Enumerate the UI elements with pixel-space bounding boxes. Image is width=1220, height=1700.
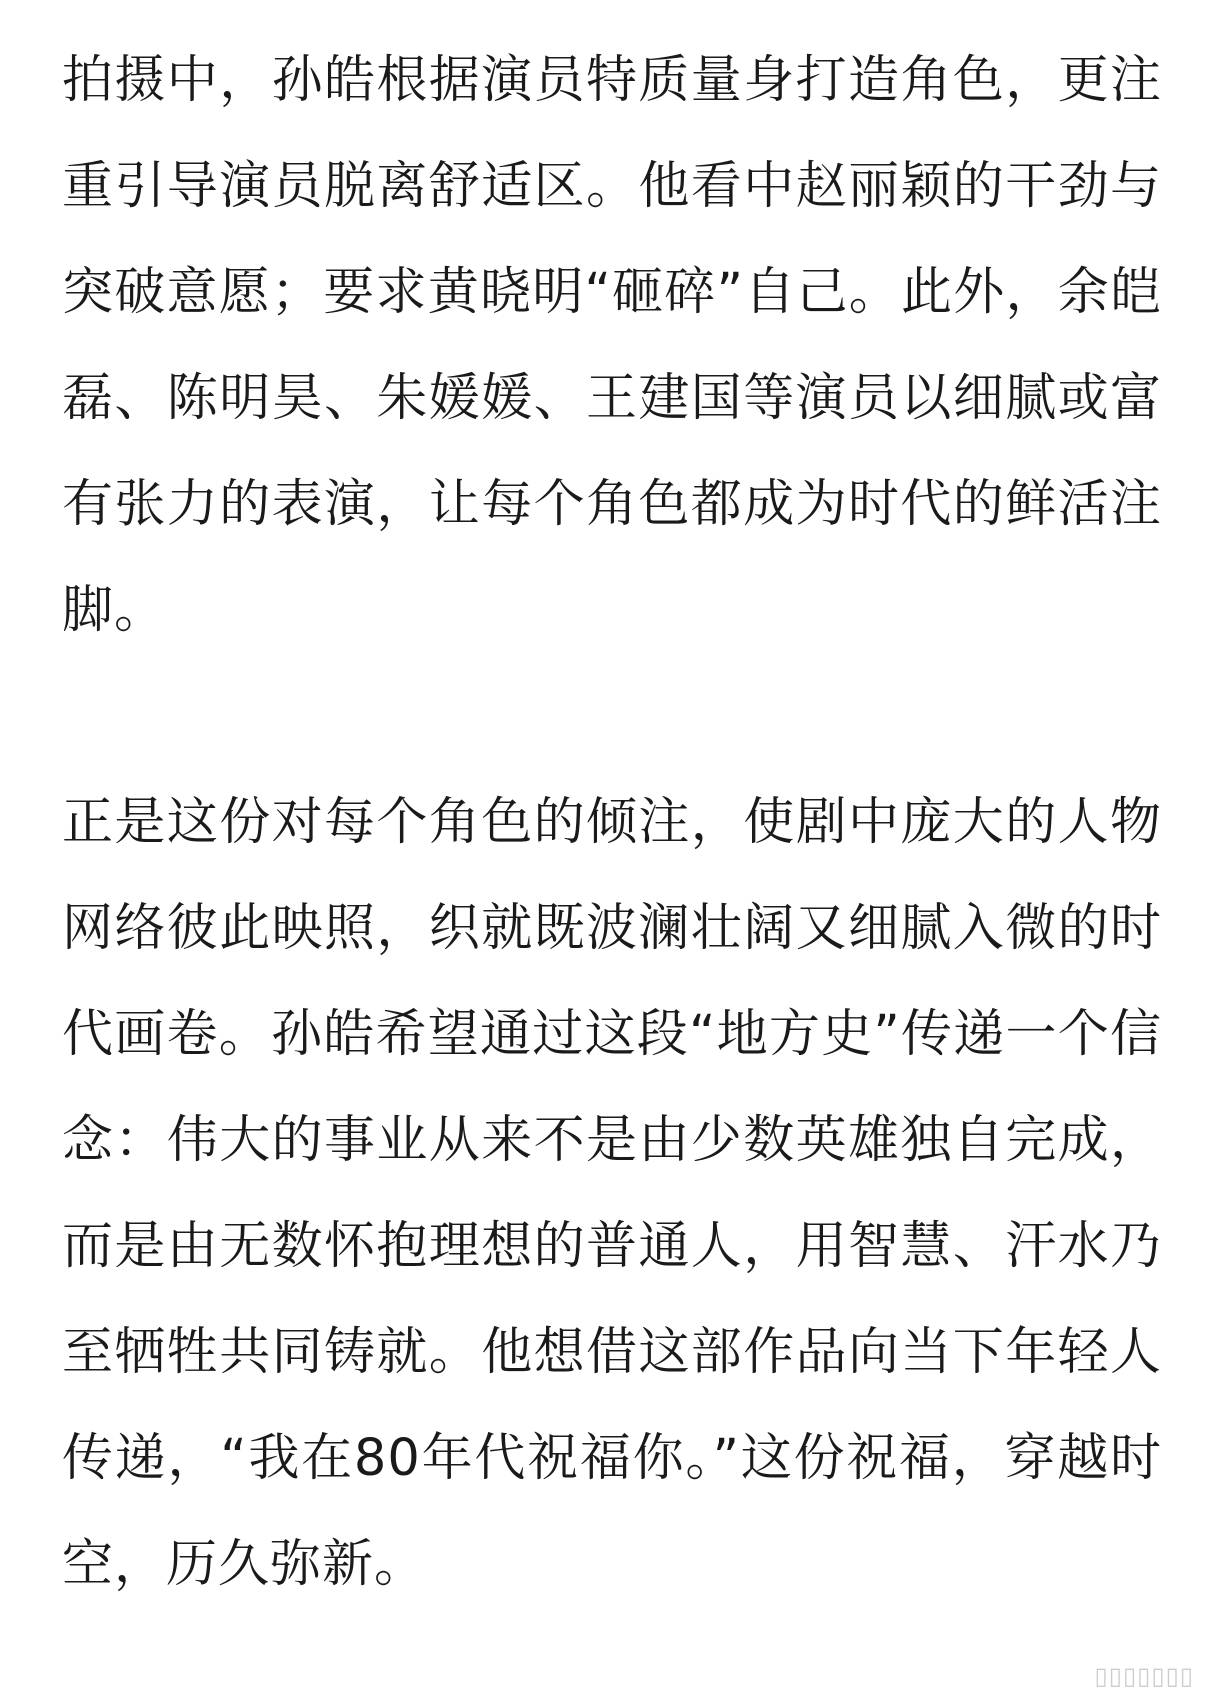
watermark-logo: ▯▯▯▯▯▯▯ [1094, 1662, 1194, 1690]
paragraph: 正是这份对每个角色的倾注，使剧中庞大的人物网络彼此映照，织就既波澜壮阔又细腻入微的时代画卷。孙皓希望通过这段“地方史”传递一个信念：伟大的事业从来不是由少数英雄独自完成，而是由无数怀抱理想的普通人，用智慧、汗水乃至牺牲共同铸就。他想借这部作品向当下年轻人传递，“我在80年代祝福你。”这份祝福，穿越时空，历久弥新。 [62, 793, 1162, 1594]
article-body [62, 28, 1162, 1618]
paragraph: 拍摄中，孙皓根据演员特质量身打造角色，更注重引导演员脱离舒适区。他看中赵丽颖的干劲与突破意愿；要求黄晓明“砸碎”自己。此外，余皑磊、陈明昊、朱媛媛、王建国等演员以细腻或富有张力的表演，让每个角色都成为时代的鲜活注脚。 [62, 51, 1162, 640]
